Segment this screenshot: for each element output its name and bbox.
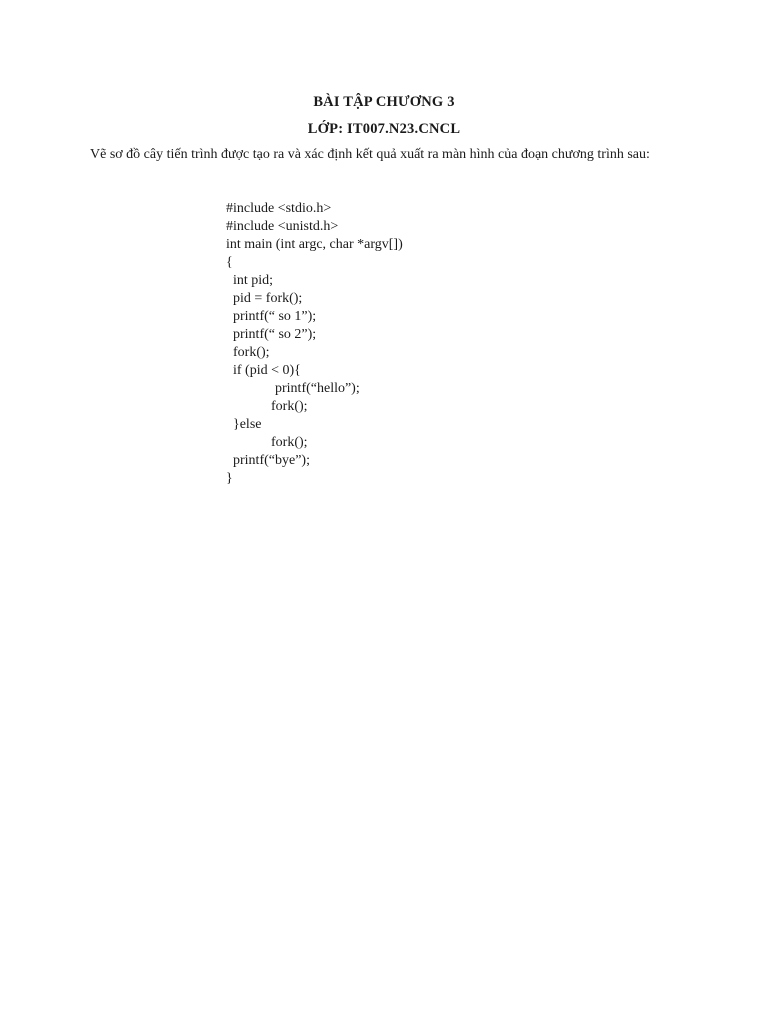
code-line: fork(); xyxy=(271,435,308,450)
instructions-paragraph: Vẽ sơ đồ cây tiến trình được tạo ra và xác định kết quả xuất ra màn hình của đoạn chương trình sau: xyxy=(90,147,650,162)
code-line: fork(); xyxy=(233,345,270,360)
class-label: LỚP: IT007.N23.CNCL xyxy=(307,121,461,137)
code-line: printf(“ so 2”); xyxy=(233,327,317,342)
code-line: printf(“ so 1”); xyxy=(233,309,317,324)
code-line: printf(“bye”); xyxy=(233,453,310,468)
code-block xyxy=(226,200,403,488)
code-line: if (pid < 0){ xyxy=(233,363,301,378)
code-line: printf(“hello”); xyxy=(275,381,360,396)
code-line: } xyxy=(226,471,233,486)
code-line: { xyxy=(226,255,233,270)
code-line: int main (int argc, char *argv[]) xyxy=(226,237,403,252)
code-line: }else xyxy=(233,417,262,432)
code-line: #include <stdio.h> xyxy=(226,201,332,216)
code-line: fork(); xyxy=(271,399,308,414)
document-title: BÀI TẬP CHƯƠNG 3 xyxy=(313,94,455,110)
code-line: int pid; xyxy=(233,273,274,288)
code-line: #include <unistd.h> xyxy=(226,219,339,234)
code-line: pid = fork(); xyxy=(233,291,303,306)
